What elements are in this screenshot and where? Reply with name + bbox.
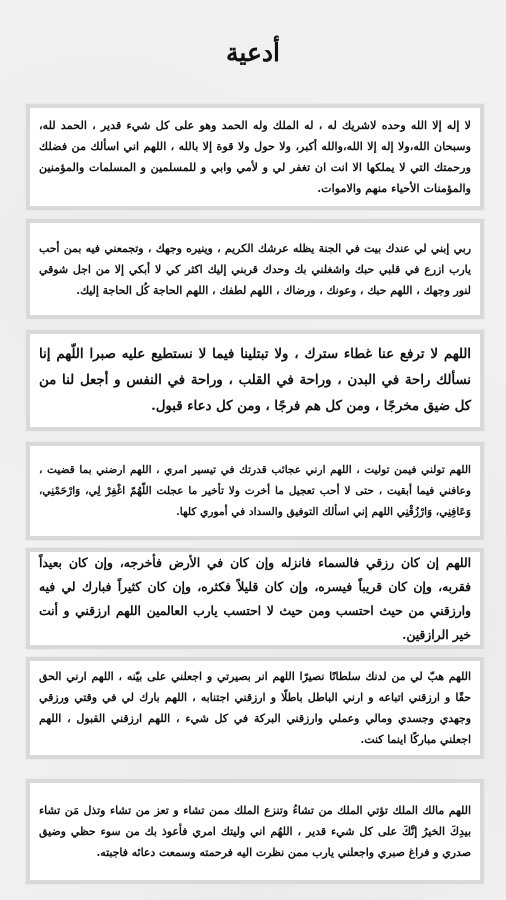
dua-text: لا إله إلا الله وحده لاشريك له ، له الملك وله الحمد وهو على كل شيء قدير ، الحمد لله، وسبحان الله،ولا إله إلا الله،والله أكبر، ولا حول ولا قوة إلا بالله ، اللهم اني اسألك من فضلك ورحمتك التي لا يملكها الا انت ان تغفر لي و لأمي وابي و للمسلمين و المسلمات والمؤمنين والمؤمنات الأحياء منهم والاموات. (39, 118, 471, 195)
dua-card (26, 330, 484, 431)
dua-text: اللهم هبّ لي من لدنك سلطانًا نصيرًا اللهم انر بصيرتي و اجعلني على بيّنه ، اللهم ارني الحق حقًا و ارزقني اتباعه و ارني الباطل باطلًا و ارزقني اجتنابه ، اللهم بارك لي في وقتي ورزقي وجهدي وجسدي ومالي وعملي وارزقني البركة في كل شيء ، اللهم ارزقني القبول ، اللهم اجعلني مباركًا اينما كنت. (39, 670, 471, 746)
dua-card (26, 442, 484, 540)
page-title: أدعية (226, 38, 280, 67)
dua-card (26, 548, 484, 649)
dua-card (26, 657, 484, 759)
dua-text: اللهم مالك الملك تؤتي الملك من تشاءُ وتنزع الملك ممن تشاء و تعز من تشاء وتذل مَن تشاء بيدِكَ الخيرُ إنَّكَ على كل شيء قدير ، اللهُم اني وليتك امري فأعوذ بك من سوء حظي وضيق صدري و فراغ صبري واجعلني يارب ممن نظرت اليه فرحمته وسمعت دعائه فاجبته. (39, 804, 471, 859)
dua-text: ربي إبني لي عندك بيت في الجنة يظله عرشك الكريم ، وينيره وجهك ، وتجمعني فيه بمن أحب يارب ازرع في قلبي حبك واشغلني بك وحدك قربني إليك اكثر كي لا أبكي إلا من اجل شوقي لنور وجهك ، اللهم حبك ، وعونك ، ورضاك ، اللهم لطفك ، اللهم الحاجة كُل الحاجة إليك. (39, 241, 471, 297)
dua-card (26, 219, 484, 319)
dua-text: اللهم لا ترفع عنا غطاء سترك ، ولا تبتلينا فيما لا نستطيع عليه صبرا اللّهم إنا نسألك راحة في البدن ، وراحة في القلب ، وراحة في النفس و أجعل لنا من كل ضيق مخرجًا ، ومن كل هم فرجًا ، ومن كل دعاء قبول. (39, 346, 471, 414)
dua-text: اللهم تولني فيمن توليت ، اللهم ارني عجائب قدرتك في تيسير امري ، اللهم ارضني بما قضيت ، وعافني فيما أبقيت ، حتى لا أحب تعجيل ما أخرت ولا تأخير ما عجلت اللّهُمّ اغْفِرْ لِي، وَارْحَمْنِي، وَعَافِنِي، وَارْزُقْنِي اللهم إني اسألك التوفيق والسداد في أموري كلها. (39, 463, 471, 518)
dua-text: اللهم إن كان رزقي فالسماء فانزله وإن كان في الأرض فأخرجه، وإن كان بعيداً فقربه، وإن كان قريباً فيسره، وإن كان قليلاً فكثره، وإن كان كثيراً فبارك لي فيه وارزقني من حيث احتسب ومن حيث لا احتسب يارب العالمين اللهم ارزقني و أنت خير الرازقين. (39, 554, 471, 642)
dua-card (26, 104, 484, 210)
dua-card (26, 779, 484, 884)
